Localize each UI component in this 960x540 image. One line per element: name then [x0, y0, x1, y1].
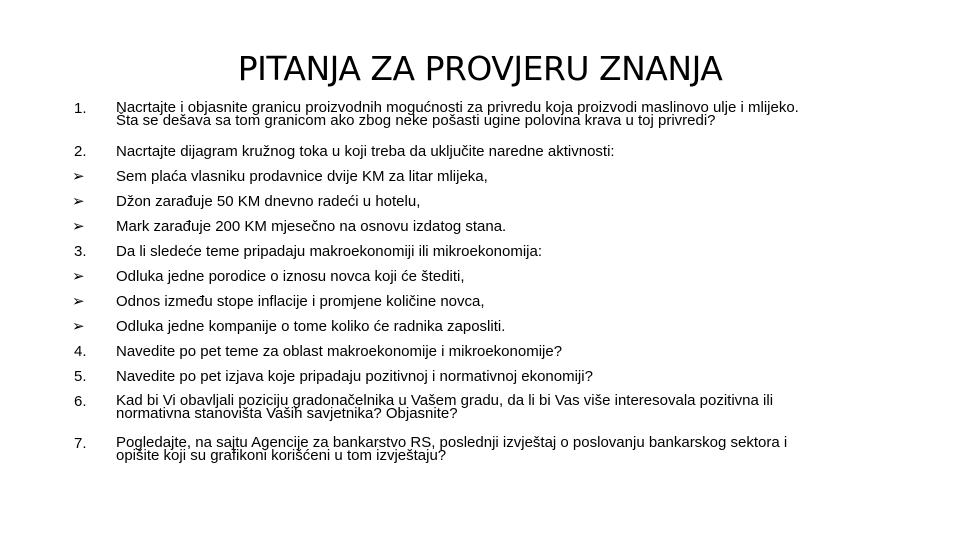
item-text-line: Pogledajte, na sajtu Agencije za bankarstvo RS, poslednji izvještaj o poslovanju bankarskog sektora i — [116, 434, 788, 451]
arrow-bullet-icon: ➢ — [72, 293, 85, 310]
item-text-line: normativna stanovišta Vaših savjetnika? Objasnite? — [116, 405, 458, 422]
arrow-bullet-icon: ➢ — [72, 318, 85, 335]
item-text — [116, 436, 896, 462]
item-text-line: opišite koji su grafikoni korišćeni u tom izvještaju? — [116, 447, 447, 464]
slide-title: PITANJA ZA PROVJERU ZNANJA — [237, 49, 723, 88]
item-text-line: Šta se dešava sa tom granicom ako zbog neke pošasti ugine polovina krava u toj privredi? — [116, 112, 716, 129]
item-text: Odluka jedne porodice o iznosu novca koji će štediti, — [116, 268, 465, 285]
item-text — [116, 101, 896, 127]
item-number: 1. — [74, 100, 87, 117]
item-number: 3. — [74, 243, 87, 260]
item-text: Odluka jedne kompanije o tome koliko će radnika zaposliti. — [116, 318, 506, 335]
item-text: Navedite po pet izjava koje pripadaju pozitivnoj i normativnoj ekonomiji? — [116, 368, 593, 385]
item-number: 5. — [74, 368, 87, 385]
arrow-bullet-icon: ➢ — [72, 193, 85, 210]
arrow-bullet-icon: ➢ — [72, 268, 85, 285]
item-text-line: Nacrtajte i objasnite granicu proizvodnih mogućnosti za privredu koja proizvodi maslinovo ulje i mlijeko. — [116, 99, 799, 116]
item-text — [116, 394, 896, 420]
item-number: 6. — [74, 393, 87, 410]
arrow-bullet-icon: ➢ — [72, 168, 85, 185]
item-text: Odnos između stope inflacije i promjene količine novca, — [116, 293, 485, 310]
item-text: Nacrtajte dijagram kružnog toka u koji treba da uključite naredne aktivnosti: — [116, 143, 615, 160]
item-number: 4. — [74, 343, 87, 360]
item-text: Navedite po pet teme za oblast makroekonomije i mikroekonomije? — [116, 343, 563, 360]
item-text: Sem plaća vlasniku prodavnice dvije KM za litar mlijeka, — [116, 168, 488, 185]
item-number: 2. — [74, 143, 87, 160]
arrow-bullet-icon: ➢ — [72, 218, 85, 235]
item-text: Džon zarađuje 50 KM dnevno radeći u hotelu, — [116, 193, 421, 210]
item-text: Da li sledeće teme pripadaju makroekonomiji ili mikroekonomija: — [116, 243, 543, 260]
item-text: Mark zarađuje 200 KM mjesečno na osnovu izdatog stana. — [116, 218, 507, 235]
item-text-line: Kad bi Vi obavljali poziciju gradonačelnika u Vašem gradu, da li bi Vas više interesovala pozitivna ili — [116, 392, 774, 409]
item-number: 7. — [74, 435, 87, 452]
